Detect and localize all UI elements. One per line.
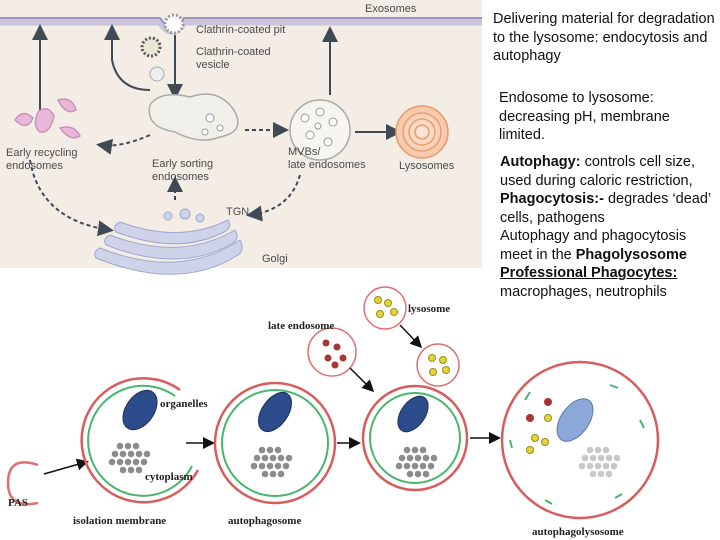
cytoplasm-dot — [611, 463, 618, 470]
cytoplasm-dot — [603, 463, 610, 470]
label-early-sorting-2: endosomes — [152, 171, 209, 183]
cytoplasm-dot — [275, 447, 282, 454]
text-block-1: Delivering material for degradation to the lysosome: endocytosis and autophagy — [493, 11, 715, 64]
cytoplasm-dot — [590, 455, 597, 462]
lysosome-top — [396, 106, 448, 158]
cytoplasm-dot — [603, 447, 610, 454]
cytoplasm-dot — [415, 455, 422, 462]
cytoplasm-dot — [259, 463, 266, 470]
cytoplasm-dot — [415, 471, 422, 478]
cytoplasm-dot — [270, 471, 277, 478]
cytoplasm-dot — [423, 471, 430, 478]
label-mvbs-1: MVBs/ — [288, 146, 321, 158]
label-isolation-membrane: isolation membrane — [73, 515, 167, 527]
cytoplasm-dot — [614, 455, 621, 462]
label-clathrin-pit: Clathrin-coated pit — [196, 24, 286, 36]
cytoplasm-dot — [141, 459, 148, 466]
late-endosome-vesicle — [308, 328, 356, 376]
label-cytoplasm: cytoplasm — [145, 471, 193, 483]
early-sorting-endosome — [149, 94, 238, 140]
cytoplasm-dot — [396, 463, 403, 470]
label-organelles: organelles — [160, 398, 208, 410]
professional-phagocytes-title: Professional Phagocytes: — [500, 265, 678, 281]
cytoplasm-dot — [267, 447, 274, 454]
cytoplasm-dot — [275, 463, 282, 470]
clathrin-coated-vesicle — [142, 38, 164, 81]
cytoplasm-dot — [262, 471, 269, 478]
cytoplasm-dot — [262, 455, 269, 462]
cytoplasm-dot — [404, 447, 411, 454]
label-autophagolysosome: autophagolysosome — [532, 526, 624, 538]
cytoplasm-dot — [587, 447, 594, 454]
cytoplasm-dot — [286, 455, 293, 462]
label-golgi: Golgi — [262, 253, 288, 265]
cytoplasm-dot — [420, 447, 427, 454]
cytoplasm-dot — [423, 455, 430, 462]
return-arrow — [112, 28, 150, 90]
cytoplasm-dot — [117, 459, 124, 466]
cytoplasm-dot — [109, 459, 116, 466]
cytoplasm-dot — [259, 447, 266, 454]
autophagosome-cell — [215, 383, 335, 503]
label-exosomes: Exosomes — [365, 3, 417, 15]
label-clathrin-vesicle-1: Clathrin-coated — [196, 46, 271, 58]
cytoplasm-dot — [420, 463, 427, 470]
cytoplasm-dot — [606, 471, 613, 478]
text-block-2: Endosome to lysosome: decreasing pH, membrane limited. — [499, 90, 670, 143]
autophagy-body: controls cell size, used during caloric restriction, — [500, 154, 695, 189]
cytoplasm-dot — [582, 455, 589, 462]
cytoplasm-dot — [283, 463, 290, 470]
cytoplasm-dot — [270, 455, 277, 462]
label-lysosome: lysosome — [408, 303, 451, 315]
phagocytosis-title: Phagocytosis:- — [500, 191, 604, 207]
cytoplasm-dot — [278, 471, 285, 478]
lyso-arrow — [400, 325, 420, 346]
cytoplasm-dot — [267, 463, 274, 470]
clathrin-coated-pit — [165, 15, 183, 33]
lysosome-vesicle-2 — [417, 344, 459, 386]
cytoplasm-dot — [128, 451, 135, 458]
cytoplasm-dot — [117, 443, 124, 450]
cytoplasm-dot — [590, 471, 597, 478]
cytoplasm-dot — [125, 443, 132, 450]
autophagy-title: Autophagy: — [500, 154, 581, 170]
autophagolysosome-cell — [502, 362, 658, 518]
cytoplasm-dot — [407, 455, 414, 462]
label-mvbs-2: late endosomes — [288, 159, 366, 171]
label-early-recycling-1: Early recycling — [6, 147, 78, 159]
label-clathrin-vesicle-2: vesicle — [196, 59, 230, 71]
cytoplasm-dot — [587, 463, 594, 470]
label-early-sorting-1: Early sorting — [152, 158, 214, 170]
label-early-recycling-2: endosomes — [6, 160, 63, 172]
cytoplasm-dot — [128, 467, 135, 474]
cytoplasm-dot — [412, 447, 419, 454]
cytoplasm-dot — [595, 447, 602, 454]
lysosome-vesicle — [364, 287, 406, 329]
cytoplasm-dot — [598, 455, 605, 462]
early-recycling-endosomes — [15, 99, 80, 138]
cytoplasm-dot — [404, 463, 411, 470]
label-autophagosome: autophagosome — [228, 515, 302, 527]
sorting-to-recycling-arrow — [100, 135, 150, 146]
meet-body: Autophagy and phagocytosis meet in the — [500, 228, 687, 263]
professional-phagocytes-body: macrophages, neutrophils — [500, 283, 667, 300]
isolation-membrane-cell — [82, 378, 198, 502]
le-arrow — [350, 368, 372, 390]
cytoplasm-dot — [412, 463, 419, 470]
cytoplasm-dot — [112, 451, 119, 458]
cytoplasm-dot — [431, 455, 438, 462]
cytoplasm-dot — [125, 459, 132, 466]
cytoplasm-dot — [598, 471, 605, 478]
cytoplasm-dot — [120, 451, 127, 458]
phagolysosome-term: Phagolysosome — [575, 246, 687, 263]
cytoplasm-dot — [133, 459, 140, 466]
cytoplasm-dot — [120, 467, 127, 474]
cytoplasm-dot — [595, 463, 602, 470]
label-late-endosome: late endosome — [268, 320, 335, 332]
cytoplasm-dot — [254, 455, 261, 462]
cytoplasm-dot — [251, 463, 258, 470]
label-pas: PAS — [8, 497, 28, 509]
cytoplasm-dot — [144, 451, 151, 458]
label-lysosomes: Lysosomes — [399, 160, 455, 172]
cytoplasm-dot — [606, 455, 613, 462]
golgi-dashed-arrow-3 — [250, 175, 300, 215]
label-tgn: TGN — [226, 206, 250, 218]
cytoplasm-dot — [399, 455, 406, 462]
cytoplasm-dot — [428, 463, 435, 470]
pas-arrow — [44, 462, 86, 474]
text-block-3 — [500, 153, 718, 301]
cytoplasm-dot — [579, 463, 586, 470]
cytoplasm-dot — [278, 455, 285, 462]
golgi-stack — [95, 209, 242, 274]
cytoplasm-dot — [133, 443, 140, 450]
cytoplasm-dot — [407, 471, 414, 478]
phagocytosis-body: degrades ‘dead’ cells, pathogens — [500, 191, 711, 226]
cytoplasm-dot — [136, 467, 143, 474]
cytoplasm-dot — [136, 451, 143, 458]
